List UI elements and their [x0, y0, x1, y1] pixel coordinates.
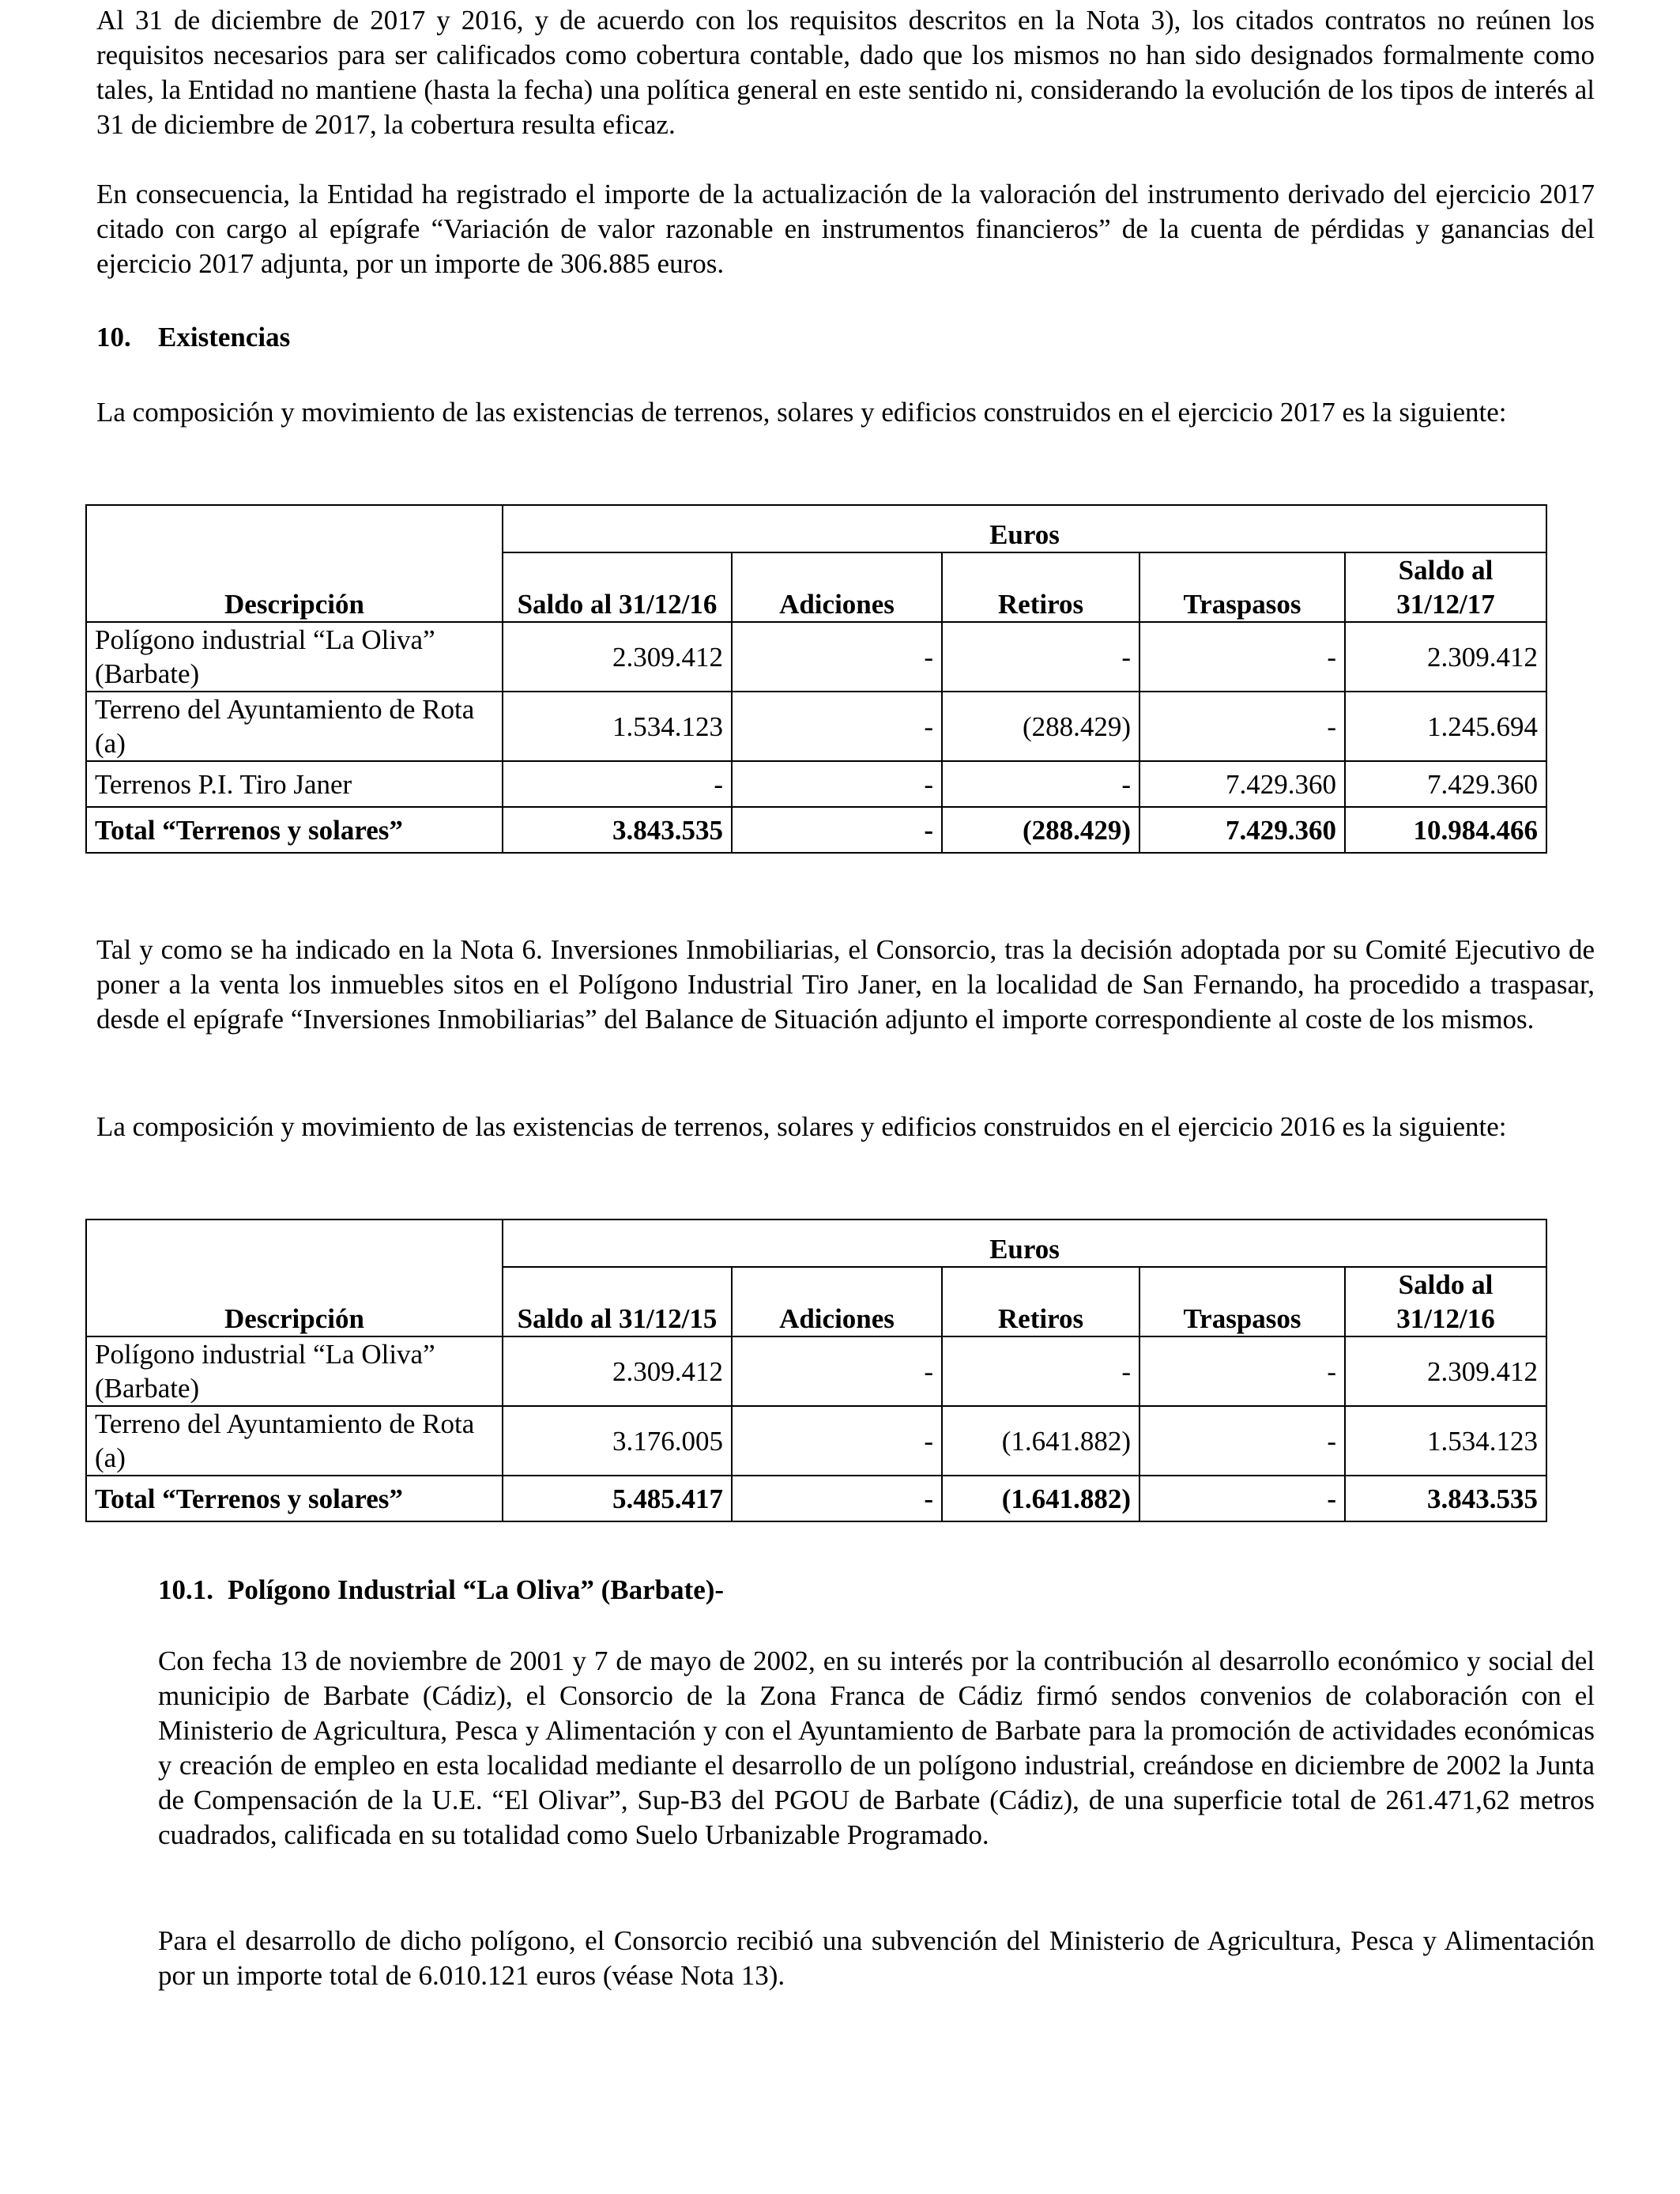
table-total-row [86, 1476, 1546, 1521]
table-cell: - [732, 761, 942, 807]
column-group-euros: Euros [503, 505, 1546, 552]
column-header: Traspasos [1139, 1267, 1345, 1336]
table-cell: (288.429) [942, 692, 1139, 761]
subsection-heading-la-oliva [158, 1573, 724, 1608]
total-description: Total “Terrenos y solares” [86, 807, 503, 853]
column-header: Saldo al 31/12/16 [1345, 1267, 1546, 1336]
paragraph-derivative-valuation: En consecuencia, la Entidad ha registrado el importe de la actualización de la valoración del instrumento derivado del ejercicio 2017 citado con cargo al epígrafe “Variación de valor razonable en instrumentos financieros” de la cuenta de pérdidas y ganancias del ejercicio 2017 adjunta, por un importe de 306.885 euros. [96, 179, 1595, 279]
table-cell: - [1139, 1336, 1345, 1406]
table-cell: - [1139, 1406, 1345, 1476]
table-row [86, 761, 1546, 807]
total-cell: 3.843.535 [503, 807, 732, 853]
table-cell: - [1139, 622, 1345, 692]
column-header-description: Descripción [86, 1220, 503, 1336]
total-cell: (288.429) [942, 807, 1139, 853]
total-cell: - [732, 1476, 942, 1521]
table-cell: 2.309.412 [1345, 1336, 1546, 1406]
row-description: Terreno del Ayuntamiento de Rota (a) [86, 1406, 503, 1476]
section-heading-existencias [96, 320, 290, 355]
table-cell: - [732, 692, 942, 761]
table-header-row [86, 1220, 1546, 1267]
subsection-title: Polígono Industrial “La Oliva” (Barbate)- [228, 1574, 725, 1605]
table-cell: 2.309.412 [503, 1336, 732, 1406]
table-cell: 7.429.360 [1139, 761, 1345, 807]
column-header: Saldo al 31/12/17 [1345, 552, 1546, 622]
total-cell: 5.485.417 [503, 1476, 732, 1521]
table-cell: 3.176.005 [503, 1406, 732, 1476]
table-cell: (1.641.882) [942, 1406, 1139, 1476]
paragraph-subsidy: Para el desarrollo de dicho polígono, el Consorcio recibió una subvención del Ministerio de Agricultura, Pesca y Alimentación por un importe total de 6.010.121 euros (véase Nota 13). [158, 1925, 1595, 1991]
row-description: Polígono industrial “La Oliva” (Barbate) [86, 622, 503, 692]
paragraph-coverage: Al 31 de diciembre de 2017 y 2016, y de acuerdo con los requisitos descritos en la Nota 3), los citados contratos no reúnen los requisitos necesarios para ser calificados como cobertura contable, dado que los mismos no han sido designados formalmente como tales, la Entidad no mantiene (hasta la fecha) una política general en este sentido ni, considerando la evolución de los tipos de interés al 31 de diciembre de 2017, la cobertura resulta eficaz. [96, 5, 1595, 140]
total-cell: 7.429.360 [1139, 807, 1345, 853]
total-description: Total “Terrenos y solares” [86, 1476, 503, 1521]
total-cell: - [732, 807, 942, 853]
section-title: Existencias [158, 322, 291, 352]
column-header: Adiciones [732, 1267, 942, 1336]
column-header: Retiros [942, 1267, 1139, 1336]
subsection-number: 10.1. [158, 1574, 213, 1605]
table-cell: 1.534.123 [503, 692, 732, 761]
column-header-description: Descripción [86, 505, 503, 622]
table-cell: - [732, 1406, 942, 1476]
row-description: Terrenos P.I. Tiro Janer [86, 761, 503, 807]
table-row [86, 692, 1546, 761]
table-cell: - [942, 1336, 1139, 1406]
table-total-row [86, 807, 1546, 853]
paragraph-transfer-note: Tal y como se ha indicado en la Nota 6. Inversiones Inmobiliarias, el Consorcio, tras la decisión adoptada por su Comité Ejecutivo de poner a la venta los inmuebles sitos en el Polígono Industrial Tiro Janer, en la localidad de San Fernando, ha procedido a traspasar, desde el epígrafe “Inversiones Inmobiliarias” del Balance de Situación adjunto el importe correspondiente al coste de los mismos. [96, 934, 1595, 1035]
column-header: Adiciones [732, 552, 942, 622]
paragraph-intro-2016: La composición y movimiento de las existencias de terrenos, solares y edificios construidos en el ejercicio 2016 es la siguiente: [96, 1111, 1507, 1142]
table-cell: 1.534.123 [1345, 1406, 1546, 1476]
table-cell: - [1139, 692, 1345, 761]
table-cell: - [732, 1336, 942, 1406]
table-cell: 7.429.360 [1345, 761, 1546, 807]
column-header: Saldo al 31/12/15 [503, 1267, 732, 1336]
table-cell: 1.245.694 [1345, 692, 1546, 761]
table-header-row [86, 505, 1546, 552]
total-cell: 3.843.535 [1345, 1476, 1546, 1521]
column-header: Traspasos [1139, 552, 1345, 622]
table-row [86, 622, 1546, 692]
table-cell: 2.309.412 [1345, 622, 1546, 692]
inventory-table-2017 [85, 504, 1547, 854]
table-cell: 2.309.412 [503, 622, 732, 692]
table-cell: - [942, 761, 1139, 807]
paragraph-la-oliva-history: Con fecha 13 de noviembre de 2001 y 7 de mayo de 2002, en su interés por la contribución al desarrollo económico y social del municipio de Barbate (Cádiz), el Consorcio de la Zona Franca de Cádiz firmó sendos convenios de colaboración con el Ministerio de Agricultura, Pesca y Alimentación y con el Ayuntamiento de Barbate para la promoción de actividades económicas y creación de empleo en esta localidad mediante el desarrollo de un polígono industrial, creándose en diciembre de 2002 la Junta de Compensación de la U.E. “El Olivar”, Sup-B3 del PGOU de Barbate (Cádiz), de una superficie total de 261.471,62 metros cuadrados, calificada en su totalidad como Suelo Urbanizable Programado. [158, 1646, 1595, 1850]
section-number: 10. [96, 322, 131, 352]
paragraph-intro-2017: La composición y movimiento de las existencias de terrenos, solares y edificios construidos en el ejercicio 2017 es la siguiente: [96, 397, 1507, 428]
total-cell: (1.641.882) [942, 1476, 1139, 1521]
row-description: Terreno del Ayuntamiento de Rota (a) [86, 692, 503, 761]
table-cell: - [732, 622, 942, 692]
table-cell: - [503, 761, 732, 807]
column-header: Saldo al 31/12/16 [503, 552, 732, 622]
row-description: Polígono industrial “La Oliva” (Barbate) [86, 1336, 503, 1406]
total-cell: - [1139, 1476, 1345, 1521]
table-cell: - [942, 622, 1139, 692]
column-group-euros: Euros [503, 1220, 1546, 1267]
table-row [86, 1336, 1546, 1406]
column-header: Retiros [942, 552, 1139, 622]
inventory-table-2016 [85, 1219, 1547, 1522]
table-row [86, 1406, 1546, 1476]
total-cell: 10.984.466 [1345, 807, 1546, 853]
